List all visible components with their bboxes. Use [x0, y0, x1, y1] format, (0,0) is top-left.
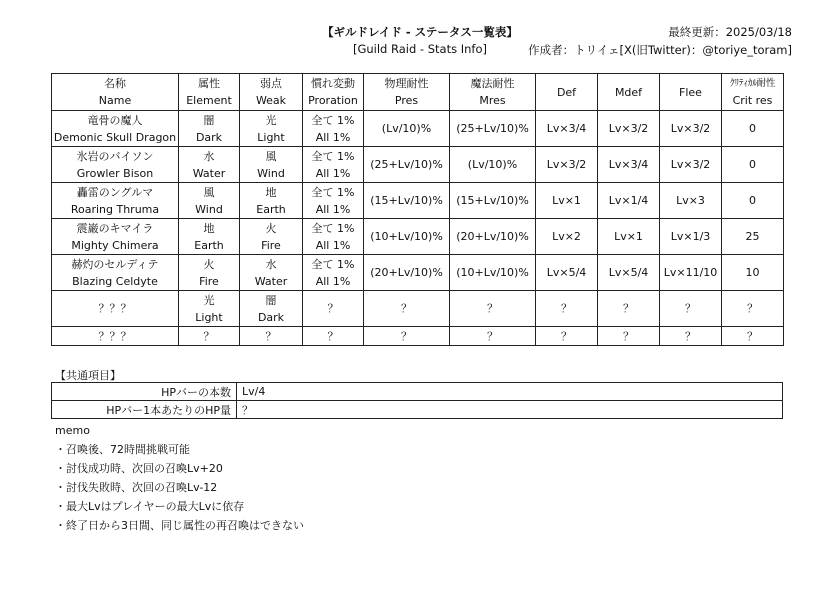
- memo-item: ・召喚後、72時間挑戦可能: [55, 443, 190, 456]
- cell-element: 闇 Dark: [179, 111, 240, 147]
- cell-mres: (10+Lv/10)%: [450, 255, 536, 291]
- cell-mdef: Lv×5/4: [598, 255, 660, 291]
- cell-mres: (15+Lv/10)%: [450, 183, 536, 219]
- last-updated: 最終更新：2025/03/18: [668, 25, 792, 39]
- cell-mdef: Lv×3/4: [598, 147, 660, 183]
- cell-def: Lv×3/2: [536, 147, 598, 183]
- cell-mdef: ？: [598, 327, 660, 346]
- cell-weak: ？: [240, 327, 303, 346]
- cell-flee: ？: [660, 291, 722, 327]
- cell-element: 風 Wind: [179, 183, 240, 219]
- cell-flee: ？: [660, 327, 722, 346]
- cell-name: 氷岩のバイソン Growler Bison: [52, 147, 179, 183]
- cell-weak: 地 Earth: [240, 183, 303, 219]
- table-row: [52, 147, 784, 183]
- cell-name: ？？？: [52, 291, 179, 327]
- cell-mdef: Lv×3/2: [598, 111, 660, 147]
- cell-proration: 全て 1% All 1%: [303, 255, 364, 291]
- cell-pres: (Lv/10)%: [364, 111, 450, 147]
- header-element: 属性 Element: [179, 74, 240, 111]
- cell-pres: ？: [364, 291, 450, 327]
- memo-section: [55, 421, 304, 535]
- common-key: HPバー1本あたりのHP量: [52, 401, 237, 419]
- common-table: [51, 382, 783, 419]
- cell-def: ？: [536, 291, 598, 327]
- cell-mres: (20+Lv/10)%: [450, 219, 536, 255]
- common-value: Lv/4: [237, 383, 783, 401]
- cell-pres: (15+Lv/10)%: [364, 183, 450, 219]
- cell-pres: (10+Lv/10)%: [364, 219, 450, 255]
- cell-proration: ？: [303, 327, 364, 346]
- common-section-label: 【共通項目】: [55, 369, 121, 382]
- memo-item: ・討伐成功時、次回の召喚Lv+20: [55, 462, 223, 475]
- common-key: HPバーの本数: [52, 383, 237, 401]
- cell-proration: 全て 1% All 1%: [303, 183, 364, 219]
- cell-weak: 光 Light: [240, 111, 303, 147]
- memo-title: memo: [55, 424, 90, 437]
- cell-mres: ？: [450, 291, 536, 327]
- cell-mres: ？: [450, 327, 536, 346]
- cell-element: 地 Earth: [179, 219, 240, 255]
- table-row: [52, 291, 784, 327]
- cell-flee: Lv×3: [660, 183, 722, 219]
- cell-proration: 全て 1% All 1%: [303, 147, 364, 183]
- cell-proration: ？: [303, 291, 364, 327]
- cell-weak: 風 Wind: [240, 147, 303, 183]
- cell-name: 震巌のキマイラ Mighty Chimera: [52, 219, 179, 255]
- table-row: [52, 111, 784, 147]
- cell-mdef: Lv×1/4: [598, 183, 660, 219]
- cell-proration: 全て 1% All 1%: [303, 219, 364, 255]
- cell-crit-res: 0: [722, 111, 784, 147]
- cell-crit-res: 0: [722, 147, 784, 183]
- author-credit: 作成者：トリイェ[X(旧Twitter)：@toriye_toram]: [528, 43, 792, 57]
- common-value: ？: [237, 401, 783, 419]
- cell-element: ？: [179, 327, 240, 346]
- header-mdef: Mdef: [598, 74, 660, 111]
- cell-crit-res: ？: [722, 291, 784, 327]
- header-proration: 慣れ変動 Proration: [303, 74, 364, 111]
- table-row: [52, 255, 784, 291]
- stats-table: [51, 73, 784, 346]
- header-weak: 弱点 Weak: [240, 74, 303, 111]
- cell-mres: (Lv/10)%: [450, 147, 536, 183]
- cell-proration: 全て 1% All 1%: [303, 111, 364, 147]
- cell-mdef: ？: [598, 291, 660, 327]
- header-mres: 魔法耐性 Mres: [450, 74, 536, 111]
- cell-name: 轟雷のングルマ Roaring Thruma: [52, 183, 179, 219]
- table-row: [52, 327, 784, 346]
- cell-element: 光 Light: [179, 291, 240, 327]
- memo-item: ・終了日から3日間、同じ属性の再召喚はできない: [55, 519, 304, 532]
- table-row: [52, 183, 784, 219]
- cell-element: 火 Fire: [179, 255, 240, 291]
- cell-flee: Lv×3/2: [660, 147, 722, 183]
- cell-def: Lv×2: [536, 219, 598, 255]
- table-header-row: [52, 74, 784, 111]
- cell-element: 水 Water: [179, 147, 240, 183]
- header-pres: 物理耐性 Pres: [364, 74, 450, 111]
- cell-name: 竜骨の魔人 Demonic Skull Dragon: [52, 111, 179, 147]
- cell-name: 赫灼のセルディテ Blazing Celdyte: [52, 255, 179, 291]
- header-crit-res: ｸﾘﾃｨｶﾙ耐性 Crit res: [722, 74, 784, 111]
- header-flee: Flee: [660, 74, 722, 111]
- cell-def: Lv×3/4: [536, 111, 598, 147]
- cell-pres: (20+Lv/10)%: [364, 255, 450, 291]
- cell-flee: Lv×1/3: [660, 219, 722, 255]
- cell-crit-res: 25: [722, 219, 784, 255]
- cell-name: ？？？: [52, 327, 179, 346]
- cell-crit-res: 0: [722, 183, 784, 219]
- cell-pres: (25+Lv/10)%: [364, 147, 450, 183]
- page-title: 【ギルドレイド - ステータス一覧表】: [322, 25, 518, 39]
- memo-item: ・最大Lvはプレイヤーの最大Lvに依存: [55, 500, 245, 513]
- memo-item: ・討伐失敗時、次回の召喚Lv-12: [55, 481, 218, 494]
- cell-def: ？: [536, 327, 598, 346]
- cell-crit-res: ？: [722, 327, 784, 346]
- cell-def: Lv×1: [536, 183, 598, 219]
- cell-flee: Lv×11/10: [660, 255, 722, 291]
- cell-flee: Lv×3/2: [660, 111, 722, 147]
- cell-mres: (25+Lv/10)%: [450, 111, 536, 147]
- page-subtitle: [Guild Raid - Stats Info]: [352, 42, 488, 56]
- table-row: [52, 219, 784, 255]
- header-name: 名称 Name: [52, 74, 179, 111]
- cell-weak: 火 Fire: [240, 219, 303, 255]
- cell-weak: 闇 Dark: [240, 291, 303, 327]
- cell-crit-res: 10: [722, 255, 784, 291]
- header-def: Def: [536, 74, 598, 111]
- table-row: [52, 383, 783, 401]
- cell-mdef: Lv×1: [598, 219, 660, 255]
- cell-pres: ？: [364, 327, 450, 346]
- table-row: [52, 401, 783, 419]
- cell-def: Lv×5/4: [536, 255, 598, 291]
- cell-weak: 水 Water: [240, 255, 303, 291]
